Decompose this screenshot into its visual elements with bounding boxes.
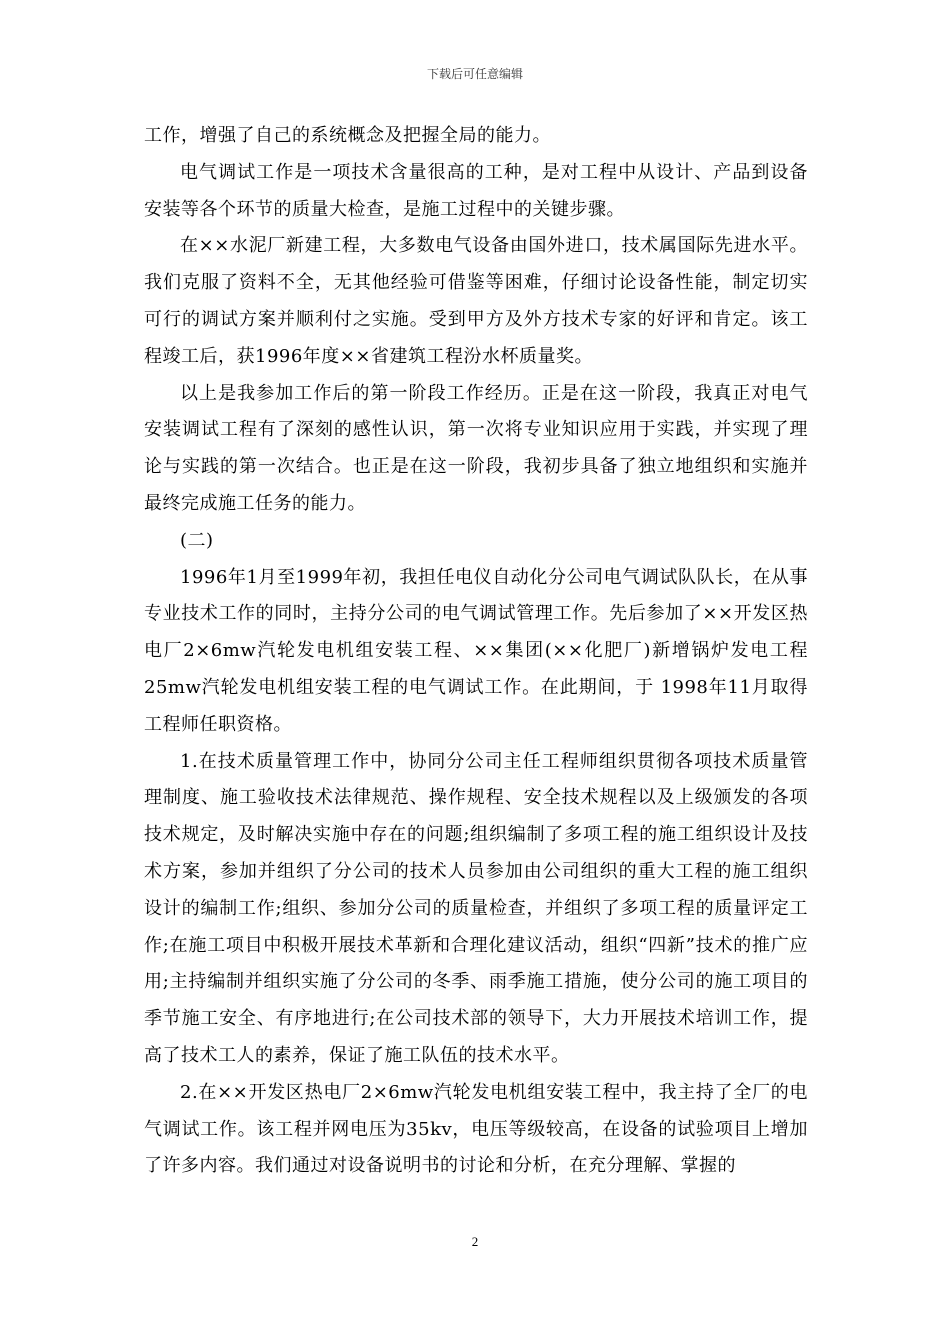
page-header: 下载后可任意编辑	[426, 67, 523, 81]
paragraph-power-plant-testing: 2.在××开发区热电厂2×6mw汽轮发电机组安装工程中，我主持了全厂的电气调试工作。该工程并网电压为35kv，电压等级较高，在设备的试验项目上增加了许多内容。我们通过对设备说明书的讨论和分析，在充分理解、掌握的	[144, 1081, 808, 1177]
page-number: 2	[471, 1234, 479, 1249]
section-heading-two: (二)	[180, 529, 214, 551]
document-body	[144, 118, 808, 1185]
paragraph-electrical-testing: 电气调试工作是一项技术含量很高的工种，是对工程中从设计、产品到设备安装等各个环节的质量大检查，是施工过程中的关键步骤。	[144, 161, 808, 220]
paragraph-team-leader: 1996年1月至1999年初，我担任电仪自动化分公司电气调试队队长，在从事专业技术工作的同时，主持分公司的电气调试管理工作。先后参加了××开发区热电厂2×6mw汽轮发电机组安装工程、××集团(××化肥厂)新增锅炉发电工程25mw汽轮发电机组安装工程的电气调试工作。在此期间，于 1998年11月取得工程师任职资格。	[144, 566, 808, 735]
paragraph-quality-management: 1.在技术质量管理工作中，协同分公司主任工程师组织贯彻各项技术质量管理制度、施工验收技术法律规范、操作规程、安全技术规程以及上级颁发的各项技术规定，及时解决实施中存在的问题;组织编制了多项工程的施工组织设计及技术方案，参加并组织了分公司的技术人员参加由公司组织的重大工程的施工组织设计的编制工作;组织、参加分公司的质量检查，并组织了多项工程的质量评定工作;在施工项目中积极开展技术革新和合理化建议活动，组织“四新”技术的推广应用;主持编制并组织实施了分公司的冬季、雨季施工措施，使分公司的施工项目的季节施工安全、有序地进行;在公司技术部的领导下，大力开展技术培训工作，提高了技术工人的素养，保证了施工队伍的技术水平。	[144, 750, 808, 1066]
paragraph-cement-plant: 在××水泥厂新建工程，大多数电气设备由国外进口，技术属国际先进水平。我们克服了资料不全，无其他经验可借鉴等困难，仔细讨论设备性能，制定切实可行的调试方案并顺利付之实施。受到甲方及外方技术专家的好评和肯定。该工程竣工后，获1996年度××省建筑工程汾水杯质量奖。	[144, 235, 808, 367]
paragraph-continuation: 工作，增强了自己的系统概念及把握全局的能力。	[144, 125, 551, 146]
paragraph-first-stage-summary: 以上是我参加工作后的第一阶段工作经历。正是在这一阶段，我真正对电气安装调试工程有了深刻的感性认识，第一次将专业知识应用于实践，并实现了理论与实践的第一次结合。也正是在这一阶段，我初步具备了独立地组织和实施并最终完成施工任务的能力。	[144, 382, 808, 514]
